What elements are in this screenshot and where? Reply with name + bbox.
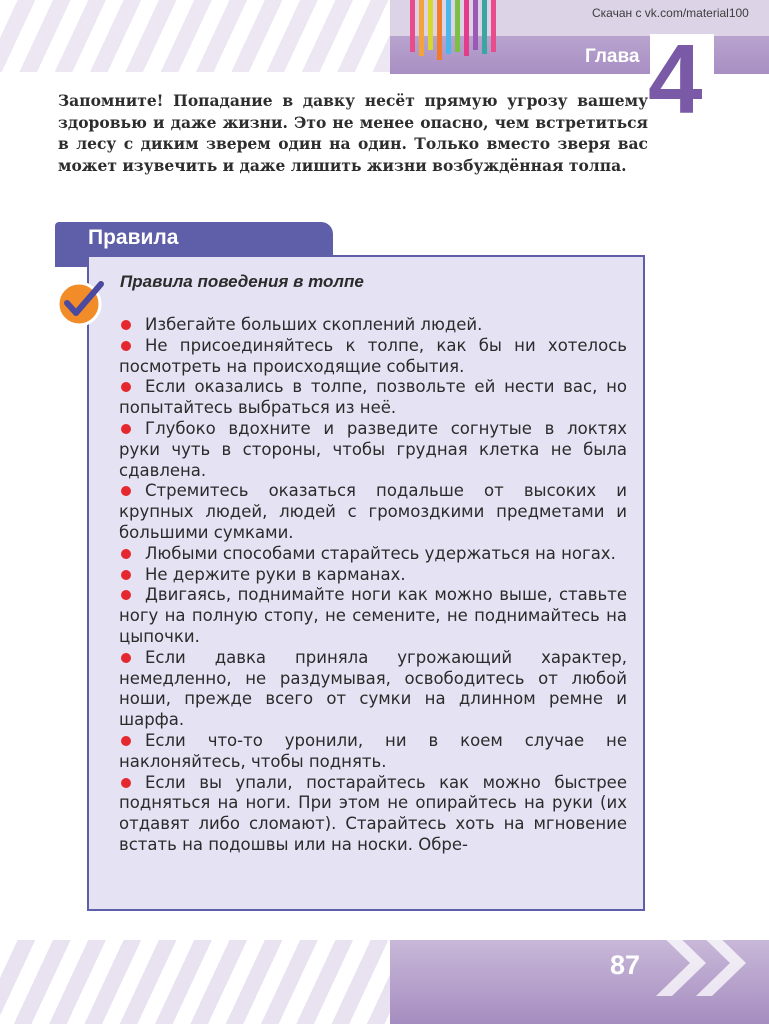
list-item	[119, 565, 627, 586]
page-number: 87	[610, 950, 641, 980]
chapter-number: 4	[648, 24, 703, 134]
list-item	[119, 648, 627, 731]
rule-text: Если давка приняла угрожающий характер, немедленно, не раздумывая, освободитесь от любой ноши, прежде всего от сумки на длинном ремне и шарфа.	[119, 647, 627, 730]
rule-text: Не присоединяйтесь к толпе, как бы ни хотелось посмотреть на происходящие события.	[119, 335, 627, 376]
list-item	[119, 544, 627, 565]
rule-text: Любыми способами старайтесь удержаться на ногах.	[145, 543, 616, 563]
bullet-dot	[121, 382, 131, 392]
list-item	[119, 419, 627, 481]
list-item	[119, 377, 627, 419]
bullet-dot	[121, 320, 131, 330]
bullet-dot	[121, 341, 131, 351]
bullet-dot	[121, 424, 131, 434]
rules-tab-label: Правила	[88, 226, 179, 249]
chapter-label: Глава	[585, 46, 640, 67]
rules-title: Правила поведения в толпе	[120, 272, 364, 291]
list-item	[119, 585, 627, 647]
bullet-dot	[121, 590, 131, 600]
rule-text: Избегайте больших скоплений людей.	[145, 315, 483, 334]
rules-tab-connector	[55, 257, 89, 267]
list-item	[119, 773, 627, 856]
rule-text: Не держите руки в карманах.	[145, 564, 406, 584]
bullet-dot	[121, 570, 131, 580]
bullet-dot	[121, 736, 131, 746]
header-stripes	[0, 0, 420, 72]
list-item	[119, 481, 627, 543]
watermark: Скачан с vk.com/material100	[592, 6, 749, 20]
list-item	[119, 731, 627, 773]
rule-text: Глубоко вдохните и разведите согнутые в локтях руки чуть в стороны, чтобы грудная клетка не была сдавлена.	[119, 418, 627, 480]
bullet-dot	[121, 778, 131, 788]
checkmark-icon	[55, 276, 107, 328]
rule-text: Если вы упали, постарайтесь как можно быстрее подняться на ноги. При этом не опирайтесь на руки (их отдавят либо сломают). Старайтесь хоть на мгновение встать на подошвы или на носки. Обре-	[119, 772, 627, 854]
rule-text: Если оказались в толпе, позвольте ей нести вас, но попытайтесь выбраться из неё.	[119, 377, 627, 418]
bullet-dot	[121, 653, 131, 663]
rule-text: Если что-то уронили, ни в коем случае не наклоняйтесь, чтобы поднять.	[119, 730, 627, 771]
list-item	[119, 315, 627, 336]
bullet-dot	[121, 486, 131, 496]
rule-text: Стремитесь оказаться подальше от высоких и крупных людей, людей с громоздкими предметами и большими сумками.	[119, 481, 627, 542]
pencils-decoration	[410, 0, 502, 60]
bullet-dot	[121, 549, 131, 559]
double-chevron-right-icon[interactable]	[652, 924, 754, 1002]
list-item	[119, 336, 627, 378]
rule-text: Двигаясь, поднимайте ноги как можно выше, ставьте ногу на полную стопу, не семените, не поднимайтесь на цыпочки.	[119, 585, 627, 646]
rules-list	[119, 315, 627, 856]
intro-paragraph: Запомните! Попадание в давку несёт прямую угрозу вашему здоровью и даже жизни. Это не менее опасно, чем встретиться в лесу с диким зверем один на один. Только вместо зверя вас может изувечить и даже лишить жизни возбуждённая толпа.	[58, 91, 648, 175]
